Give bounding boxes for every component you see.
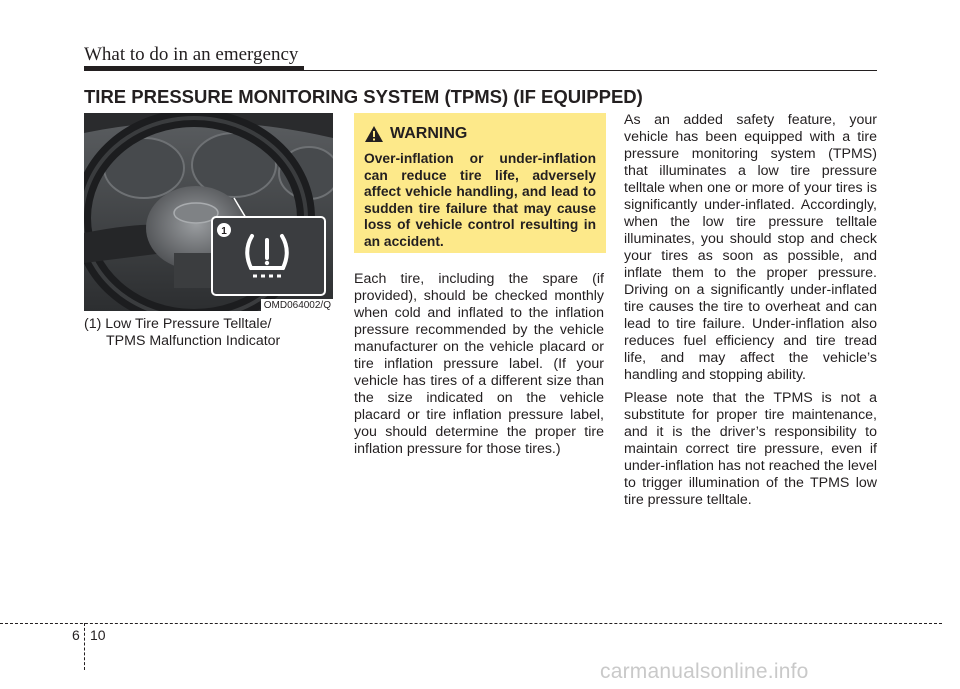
- page-number: 10: [90, 627, 106, 643]
- caption-line-2: TPMS Malfunction Indicator: [106, 333, 281, 349]
- caption-line-1: (1) Low Tire Pressure Telltale/: [84, 316, 272, 332]
- paragraph-tpms-note: Please note that the TPMS is not a substitute for proper tire maintenance, and it is the driver’s responsibility to maintain correct tire pressure, even if under-inflation has not reached the level to trigger illumination of the TPMS low tire pressure telltale.: [624, 390, 877, 508]
- figure-caption: [84, 316, 334, 350]
- warning-text: Over-inflation or under-inflation can reduce tire life, adversely affect vehicle handling, and lead to sudden tire failure that may cause loss of vehicle control resulting in an accident.: [364, 151, 596, 249]
- body-column-3: [624, 112, 877, 515]
- warning-label: WARNING: [390, 125, 468, 142]
- callout-number: 1: [221, 226, 227, 237]
- header-rule: [84, 70, 877, 71]
- steering-wheel-illustration: [84, 113, 333, 311]
- warning-box: [354, 113, 606, 253]
- running-header: What to do in an emergency: [84, 44, 299, 65]
- dashboard-photo: [84, 113, 333, 311]
- section-title: TIRE PRESSURE MONITORING SYSTEM (TPMS) (IF EQUIPPED): [84, 86, 643, 107]
- paragraph-tpms-feature: As an added safety feature, your vehicle has been equipped with a tire pressure monitoring system (TPMS) that illuminates a low tire pressure telltale when one or more of your tires is significantly under-inflated. Accordingly, when the low tire pressure telltale illuminates, you should stop and check your tires as soon as possible, and inflate them to the proper pressure. Driving on a significantly under-inflated tire causes the tire to overheat and can lead to tire failure. Under-inflation also reduces fuel efficiency and tire tread life, and may affect the vehicle’s handling and stopping ability.: [624, 112, 877, 383]
- footer-rule: [0, 623, 942, 624]
- image-code: OMD064002/Q: [261, 299, 333, 311]
- paragraph-spare-tire-check: Each tire, including the spare (if provided), should be checked monthly when cold and inflated to the inflation pressure recommended by the vehicle manufacturer on the vehicle placard or tire inflation pressure label. (If your vehicle has tires of a different size than the size indicated on the vehicle placard or tire inflation pressure label, you should determine the proper tire inflation pressure for those tires.): [354, 271, 604, 457]
- body-column-2: [354, 271, 604, 464]
- chapter-number: 6: [72, 627, 80, 643]
- warning-header: [364, 123, 596, 145]
- warning-triangle-icon: [364, 125, 384, 143]
- footer-divider: [84, 623, 85, 670]
- watermark: carmanualsonline.info: [600, 660, 809, 683]
